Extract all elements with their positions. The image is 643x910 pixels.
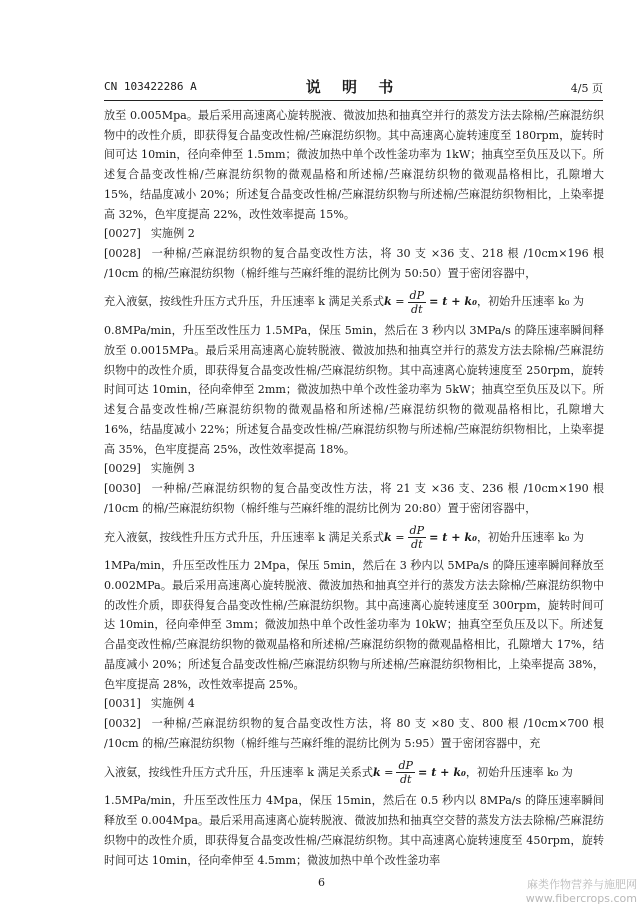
equation-line: 充入液氨，按线性升压方式升压，升压速率 k 满足关系式 k = $\frac{dP}{dt}$ = t + k₀ ，初始升压速率 k₀ 为: [104, 523, 584, 551]
page-header: [104, 76, 603, 101]
equation-line: 入液氨，按线性升压方式升压，升压速率 k 满足关系式 k = $\frac{dP}{dt}$ = t + k₀ ，初始升压速率 k₀ 为: [104, 758, 573, 786]
paragraph-0032-cont: 1.5MPa/min，升压至改性压力 4Mpa，保压 15min，然后在 0.5 秒内以 8MPa/s 的降压速率瞬间释放至 0.004Mpa。最后采用高速离心旋转脱液、微波加热和抽真空交替的蒸发方法去除棉/苎麻混纺织物中的改性介质，即获得复合晶变改性棉/苎麻混纺织物。其中高速离心旋转速度至 450rpm，旋转时间可达 10min，径向牵伸至 4.5mm；微波加热中单个改性釜功率: [104, 794, 604, 867]
watermark: 麻类作物营养与施肥网 www.fibercrops.com: [525, 878, 637, 905]
paragraph-continuation: 放至 0.005Mpa。最后采用高速离心旋转脱液、微波加热和抽真空并行的蒸发方法去除棉/苎麻混纺织物中的改性介质，即获得复合晶变改性棉/苎麻混纺织物。其中高速离心旋转速度至 180rpm，旋转时间可达 10min，径向牵伸至 1.5mm；微波加热中单个改性釜功率为 1kW；抽真空至负压及以下。所述复合晶变改性棉/苎麻混纺织物的微观晶格和所述棉/苎麻混纺织物的微观晶格相比，孔隙增大 15%，结晶度减小 20%；所述复合晶变改性棉/苎麻混纺织物与所述棉/苎麻混纺织物相比，上染率提高 32%，色牢度提高 22%，改性效率提高 15%。: [104, 109, 604, 221]
equation-fraction: $\frac{dP}{dt}$: [409, 288, 425, 316]
page-indicator: 4/5 页: [570, 82, 603, 95]
paragraph-tag: [0032]: [104, 716, 141, 730]
paragraph-tag: [0028]: [104, 246, 141, 260]
equation-fraction: $\frac{dP}{dt}$: [409, 523, 425, 551]
equation-line: 充入液氨，按线性升压方式升压，升压速率 k 满足关系式 k = $\frac{dP}{dt}$ = t + k₀ ，初始升压速率 k₀ 为: [104, 288, 584, 316]
document-title: 说 明 书: [305, 78, 402, 96]
paragraph-tag: [0029]: [104, 462, 141, 476]
paragraph-0030-cont: 1MPa/min，升压至改性压力 2Mpa，保压 5min，然后在 3 秒内以 5MPa/s 的降压速率瞬间释放至 0.002MPa。最后采用高速离心旋转脱液、微波加热和抽真空并行的蒸发方法去除棉/苎麻混纺织物中的改性介质，即获得复合晶变改性棉/苎麻混纺织物。其中高速离心旋转速度至 300rpm，旋转时间可达 10min，径向牵伸至 3mm；微波加热中单个改性釜功率为 10kW；抽真空至负压及以下。所述复合晶变改性棉/苎麻混纺织物的微观晶格和所述棉/苎麻混纺织物的微观晶格相比，孔隙增大 17%，结晶度减小 20%；所述复合晶变改性棉/苎麻混纺织物与所述棉/苎麻混纺织物相比，上染率提高 38%，色牢度提高 28%，改性效率提高 25%。: [104, 559, 604, 691]
equation-lhs: k: [372, 765, 381, 779]
paragraph-0032: [0032] 一种棉/苎麻混纺织物的复合晶变改性方法，将 80 支 ×80 支、800 根 /10cm×700 根 /10cm 的棉/苎麻混纺织物（棉纤维与苎麻纤维的混纺比例为 5:95）置于密闭容器中，充: [104, 716, 604, 750]
paragraph-tag: [0030]: [104, 481, 141, 495]
equation-lhs: k: [384, 530, 392, 544]
paragraph-tag: [0031]: [104, 697, 141, 711]
section-example-4: [104, 694, 604, 714]
section-example-3: [104, 459, 604, 479]
section-heading: 实施例 3: [150, 462, 195, 476]
paragraph-0028: [0028] 一种棉/苎麻混纺织物的复合晶变改性方法，将 30 支 ×36 支、218 根 /10cm×196 根 /10cm 的棉/苎麻混纺织物（棉纤维与苎麻纤维的混纺比例为 50:50）置于密闭容器中，: [104, 246, 604, 280]
equation-rhs: = t + k₀: [418, 765, 466, 779]
equation-fraction: $\frac{dP}{dt}$: [398, 758, 414, 786]
equation-lhs: k: [384, 295, 392, 309]
document-number: CN 103422286 A: [104, 80, 197, 93]
paragraph-0030: [0030] 一种棉/苎麻混纺织物的复合晶变改性方法，将 21 支 ×36 支、236 根 /10cm×190 根 /10cm 的棉/苎麻混纺织物（棉纤维与苎麻纤维的混纺比例为 20:80）置于密闭容器中，: [104, 481, 604, 515]
page-number: 6: [318, 876, 325, 889]
section-heading: 实施例 4: [150, 697, 195, 711]
section-example-2: [104, 224, 604, 244]
equation-rhs: = t + k₀: [429, 530, 477, 544]
document-body: [104, 106, 604, 870]
equation-rhs: = t + k₀: [429, 295, 477, 309]
paragraph-tag: [0027]: [104, 227, 141, 241]
section-heading: 实施例 2: [150, 227, 195, 241]
paragraph-0028-cont: 0.8MPa/min，升压至改性压力 1.5MPa，保压 5min，然后在 3 秒内以 3MPa/s 的降压速率瞬间释放至 0.0015MPa。最后采用高速离心旋转脱液、微波加热和抽真空并行的蒸发方法去除棉/苎麻混纺织物中的改性介质，即获得复合晶变改性棉/苎麻混纺织物。其中高速离心旋转速度至 250rpm，旋转时间可达 10min，径向牵伸至 2mm；微波加热中单个改性釜功率为 5kW；抽真空至负压及以下。所述复合晶变改性棉/苎麻混纺织物的微观晶格和所述棉/苎麻混纺织物的微观晶格相比，孔隙增大 16%，结晶度减小 22%；所述复合晶变改性棉/苎麻混纺织物与所述棉/苎麻混纺织物相比，上染率提高 35%，色牢度提高 25%，改性效率提高 18%。: [104, 324, 604, 456]
